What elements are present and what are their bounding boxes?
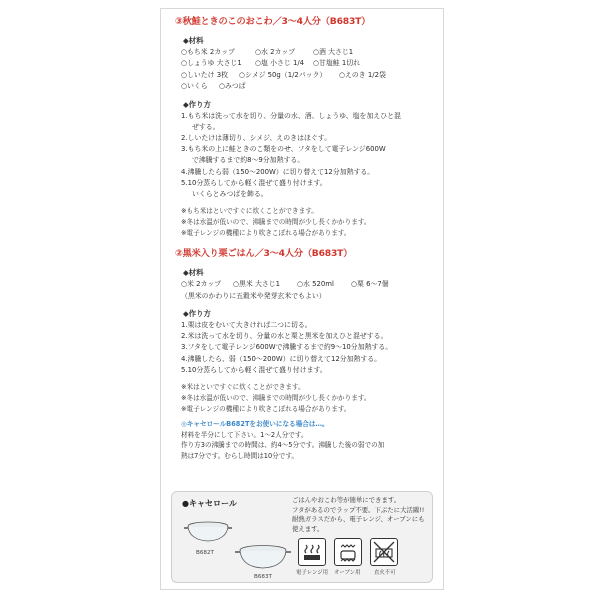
recipe1-method-heading: ◆作り方 — [183, 99, 211, 109]
info-heading: ◎キャセロールB682Tをお使いになる場合は…。 — [181, 420, 329, 429]
icon-label: 直火不可 — [374, 570, 396, 576]
ingredient: ○塩 小さじ 1/4 — [255, 59, 305, 68]
ingredient: ○えのき 1/2袋 — [339, 70, 386, 79]
recipe1-ingredients-heading: ◆材料 — [183, 36, 204, 45]
casserole-large-image — [234, 542, 292, 574]
step: 3.フタをして電子レンジ600Wで沸騰するまで約9～10分加熱する。 — [181, 343, 393, 352]
recipe2-ingredients — [181, 279, 435, 302]
product-description: ごはんやおこわ等が簡単にできます。 フタがあるのでラップ不要。下ぶたに大活躍!! 耐熱ガラスだから、電子レンジ、オーブンにも 使えます。 — [292, 496, 425, 533]
recipe2-notes — [181, 382, 435, 415]
ingredient: ○栗 6～7個 — [351, 280, 389, 289]
no-direct-fire-icon — [370, 538, 398, 566]
step: 4.沸騰したら、弱（150～200W）に切り替えて12分加熱する。 — [181, 354, 382, 363]
recipe2-ingredients-heading: ◆材料 — [183, 268, 204, 278]
ingredient: ○米 2カップ — [181, 280, 222, 289]
recipe2-steps — [181, 320, 435, 376]
model-label: B683T — [254, 574, 272, 580]
step: 5.10分蒸らしてから軽く混ぜて盛り付けます。 いくらとみつばを飾る。 — [181, 178, 327, 199]
icon-label: オーブン用 — [334, 570, 361, 576]
oven-icon — [334, 538, 362, 566]
recipe1-title: ③秋鮭ときのこのおこわ／3～4人分（B683T） — [175, 16, 371, 27]
ingredient: ○いくら — [181, 82, 208, 91]
ingredient: ○シメジ 50g（1/2パック） — [239, 70, 327, 79]
info-line: 熱は7分です。むらし時間は10分です。 — [181, 451, 299, 460]
step: 4.沸騰したら弱（150～200W）に切り替えて12分加熱する。 — [181, 167, 375, 176]
info-line: 材料を半分にして下さい。1～2人分です。 — [181, 430, 308, 439]
note: ※冬は水温が低いので、沸騰までの時間が少し長くかかります。 — [181, 218, 371, 227]
step: 3.もち米の上に鮭ときのこ類をのせ、フタをして電子レンジ600W で沸騰するまで約8～9分加熱する。 — [181, 145, 386, 165]
note: ※もち米はといですぐに炊くことができます。 — [181, 207, 318, 216]
model-label: B682T — [196, 550, 214, 556]
microwave-icon — [298, 538, 326, 566]
ingredient: ○しょうゆ 大さじ1 — [181, 59, 242, 68]
ingredient: ○酒 大さじ1 — [313, 48, 354, 56]
recipe1-notes — [181, 206, 435, 239]
ingredient: ○しいたけ 3枚 — [181, 70, 229, 79]
ingredient: ○みつば — [219, 82, 246, 91]
b682t-info — [181, 419, 435, 461]
step: 1.もち米は洗って水を切り、分量の水、酒、しょうゆ、塩を加えひと混 ぜする。 — [181, 111, 401, 131]
step: 2.しいたけは薄切り、シメジ、えのきはほぐす。 — [181, 134, 331, 143]
note: ※米はといですぐに炊くことができます。 — [181, 383, 305, 392]
icon-label: 電子レンジ用 — [296, 570, 329, 576]
product-title: ●キャセロール — [182, 499, 237, 508]
ingredients-note: （黒米のかわりに五穀米や発芽玄米でもよい） — [181, 291, 326, 300]
ingredient: ○黒米 大さじ1 — [233, 280, 281, 289]
ingredient: ○甘塩鮭 1切れ — [313, 59, 361, 68]
recipe2-method-heading: ◆作り方 — [183, 309, 211, 319]
step: 1.栗は皮をむいて大きければ二つに切る。 — [181, 321, 312, 330]
ingredient: ○水 520ml — [297, 280, 334, 289]
recipe1-ingredients — [181, 47, 435, 93]
recipe1-steps — [181, 111, 435, 201]
note: ※電子レンジの機種により吹きこぼれる場合があります。 — [181, 229, 351, 238]
note: ※冬は水温が低いので、沸騰までの時間が少し長くかかります。 — [181, 394, 371, 403]
product-box — [171, 491, 433, 583]
info-line: 作り方3の沸騰までの時間は、約4～5分です。沸騰した後の弱での加 — [181, 441, 385, 450]
step: 2.米は洗って水を切り、分量の水と栗と黒米を加えひと混ぜする。 — [181, 332, 388, 341]
ingredient: ○水 2カップ — [255, 48, 296, 56]
recipe-page — [160, 8, 444, 590]
ingredient: ○もち米 2カップ — [181, 48, 235, 56]
note: ※電子レンジの機種により吹きこぼれる場合があります。 — [181, 405, 351, 414]
recipe2-title: ②黒米入り栗ごはん／3～4人分（B683T） — [175, 248, 353, 260]
step: 5.10分蒸らしてから軽く混ぜて盛り付けます。 — [181, 365, 327, 374]
casserole-small-image — [182, 518, 234, 548]
